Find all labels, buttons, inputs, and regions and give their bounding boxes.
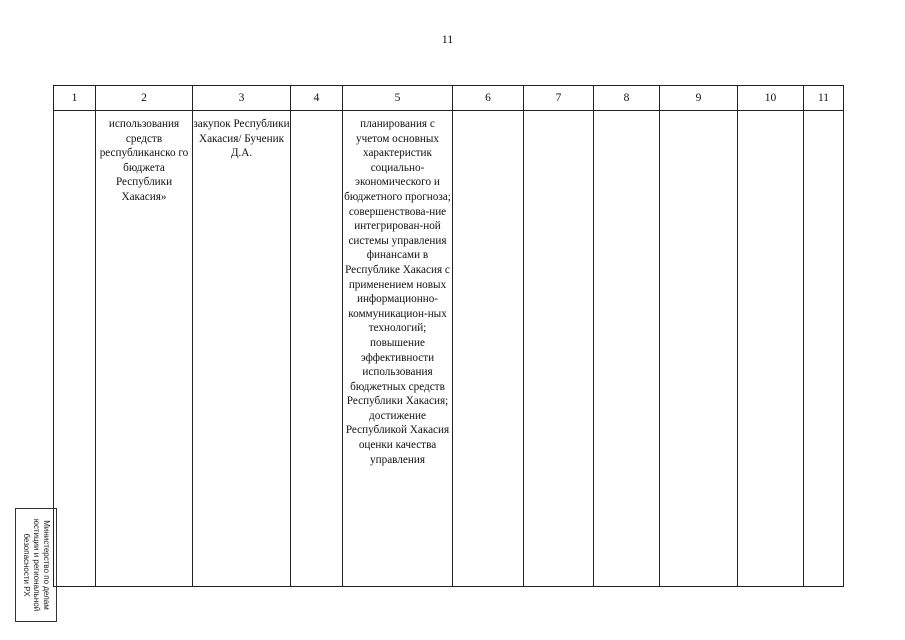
cell-col3: закупок Республики Хакасия/ Бученик Д.А. <box>193 111 291 587</box>
stamp-line-2: юстиции и региональной <box>32 518 41 612</box>
cell-col2: использования средств республиканско го бюджета Республики Хакасия» <box>96 111 193 587</box>
header-cell-2: 2 <box>96 86 193 111</box>
table-row <box>54 111 844 587</box>
header-cell-7: 7 <box>524 86 594 111</box>
cell-col4 <box>291 111 343 587</box>
page-number: 11 <box>441 32 454 46</box>
header-cell-10: 10 <box>738 86 804 111</box>
header-cell-3: 3 <box>193 86 291 111</box>
cell-col6 <box>453 111 524 587</box>
header-cell-6: 6 <box>453 86 524 111</box>
cell-col8 <box>594 111 660 587</box>
cell-col10 <box>738 111 804 587</box>
cell-col5: планирования с учетом основных характеристик социально-экономического и бюджетного прогноза; совершенствова-ние интегрирован-ной системы управления финансами в Республике Хакасия с применением новых информационно-коммуникацион-ных технологий; повышение эффективности использования бюджетных средств Республики Хакасия; достижение Республикой Хакасия оценки качества управления <box>343 111 453 587</box>
header-row <box>54 86 844 111</box>
cell-col7 <box>524 111 594 587</box>
cell-col1 <box>54 111 96 587</box>
header-cell-4: 4 <box>291 86 343 111</box>
header-cell-11: 11 <box>804 86 844 111</box>
cell-col9 <box>660 111 738 587</box>
header-cell-1: 1 <box>54 86 96 111</box>
program-table <box>53 85 844 587</box>
stamp-line-1: Министерство по делам <box>42 520 51 610</box>
cell-col11 <box>804 111 844 587</box>
stamp-line-3: безопасности РХ <box>22 533 31 597</box>
header-cell-5: 5 <box>343 86 453 111</box>
header-cell-8: 8 <box>594 86 660 111</box>
registration-stamp <box>15 508 57 622</box>
header-cell-9: 9 <box>660 86 738 111</box>
